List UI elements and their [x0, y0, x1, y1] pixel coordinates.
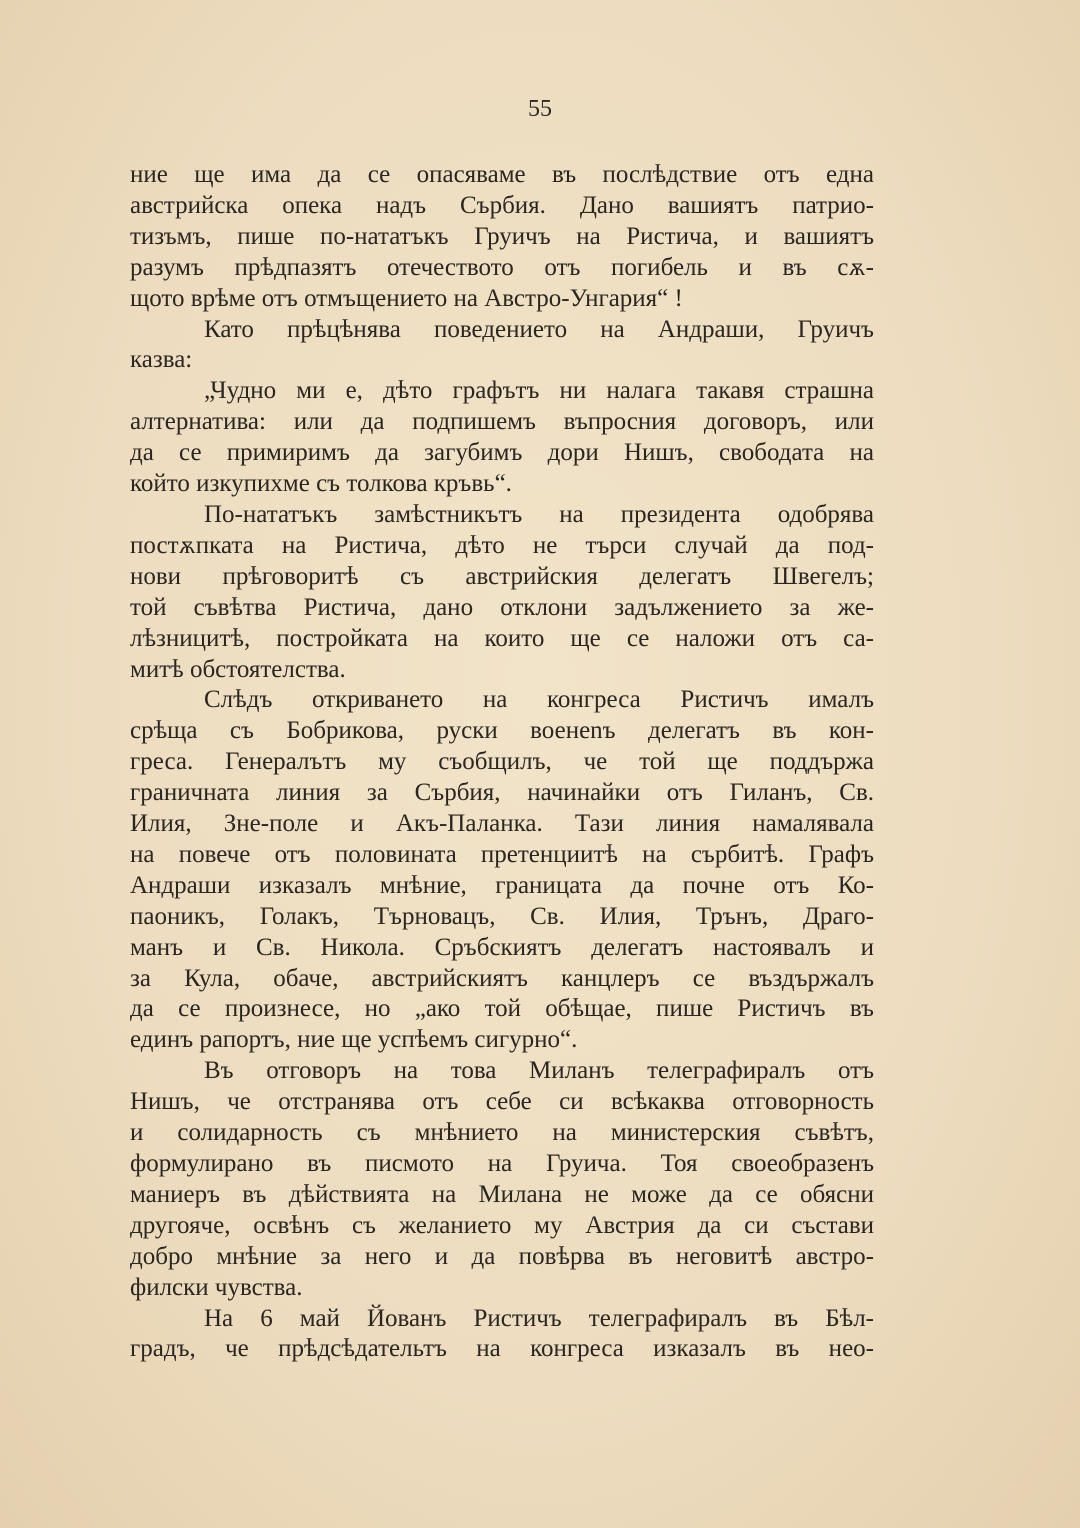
text-line: филски чувства. — [130, 1273, 303, 1301]
text-line: алтернатива: или да подпишемъ въпросния договоръ, или — [130, 408, 874, 436]
text-line: митѣ обстоятелства. — [130, 655, 346, 683]
text-line: ние ще има да се опасяваме въ послѣдствие отъ една — [130, 161, 874, 188]
text-line: разумъ прѣдпазятъ отечеството отъ погибель и въ сѫ- — [130, 253, 874, 281]
page-body-text — [130, 160, 874, 1365]
text-line: австрийска опека надъ Сърбия. Дано вашиятъ патрио- — [130, 191, 874, 219]
text-line: за Кула, обаче, австрийскиятъ канцлеръ се въздържалъ — [130, 964, 874, 992]
text-line: Въ отговоръ на това Миланъ телеграфиралъ отъ — [204, 1057, 874, 1085]
text-line: Слѣдъ откриването на конгреса Ристичъ ималъ — [204, 686, 874, 714]
text-line: и солидарность съ мнѣнието на министерския съвѣтъ, — [130, 1119, 874, 1147]
text-line: граничната линия за Сърбия, начинайки отъ Гиланъ, Св. — [130, 779, 874, 807]
text-line: На 6 май Йованъ Ристичъ телеграфиралъ въ Бѣл- — [204, 1304, 874, 1332]
text-line: постѫпката на Ристича, дѣто не търси случай да под- — [130, 531, 874, 559]
text-line: да се примиримъ да загубимъ дори Нишъ, свободата на — [130, 439, 874, 467]
text-line: на повече отъ половината претенциитѣ на сърбитѣ. Графъ — [130, 840, 874, 868]
text-line: щото врѣме отъ отмъщението на Австро-Унгария“ ! — [130, 284, 683, 312]
text-line: формулирано въ писмото на Груича. Тоя своеобразенъ — [130, 1150, 874, 1177]
text-line: Илия, Зне-поле и Акъ-Паланка. Тази линия намалявала — [130, 810, 874, 838]
text-line: нови прѣговоритѣ съ австрийския делегатъ Швегелъ; — [130, 562, 874, 590]
text-line: той съвѣтва Ристича, дано отклони задължението за же- — [130, 593, 874, 621]
text-line: Нишъ, че отстранява отъ себе си всѣкаква отговорность — [130, 1088, 874, 1116]
text-line: който изкупихме съ толкова кръвь“. — [130, 470, 512, 498]
text-line: добро мнѣние за него и да повѣрва въ неговитѣ австро- — [130, 1242, 874, 1270]
text-line: тизъмъ, пише по-нататъкъ Груичъ на Ристича, и вашиятъ — [130, 222, 874, 250]
text-line: единъ рапортъ, ние ще успѣемъ сигурно“. — [130, 1026, 578, 1054]
text-line: „Чудно ми е, дѣто графътъ ни налага такавя страшна — [204, 377, 874, 405]
text-line: маниеръ въ дѣйствията на Милана не може да се обясни — [130, 1180, 874, 1208]
text-line: да се произнесе, но „ако той обѣщае, пише Ристичъ въ — [130, 995, 874, 1023]
text-line: другояче, освѣнъ съ желанието му Австрия да си състави — [130, 1211, 874, 1239]
text-line: казва: — [130, 346, 193, 374]
text-line: манъ и Св. Никола. Сръбскиятъ делегатъ настоявалъ и — [130, 933, 874, 961]
text-line: Андраши изказалъ мнѣние, границата да почне отъ Ко- — [130, 871, 874, 899]
text-line: По-нататъкъ замѣстникътъ на президента одобрява — [204, 500, 874, 528]
text-line: срѣща съ Бобрикова, руски военenъ делегатъ въ кон- — [130, 717, 874, 745]
page-number: 55 — [528, 96, 552, 122]
text-line: Като прѣцѣнява поведението на Андраши, Груичъ — [204, 315, 874, 343]
text-line: лѣзницитѣ, постройката на които ще се наложи отъ са- — [130, 624, 874, 652]
text-line: греса. Генералътъ му съобщилъ, че той ще поддържа — [130, 748, 874, 776]
text-line: градъ, че прѣдсѣдательтъ на конгреса изказалъ въ нео- — [130, 1335, 874, 1363]
text-line: паоникъ, Голакъ, Търновацъ, Св. Илия, Трънъ, Драго- — [130, 902, 874, 930]
